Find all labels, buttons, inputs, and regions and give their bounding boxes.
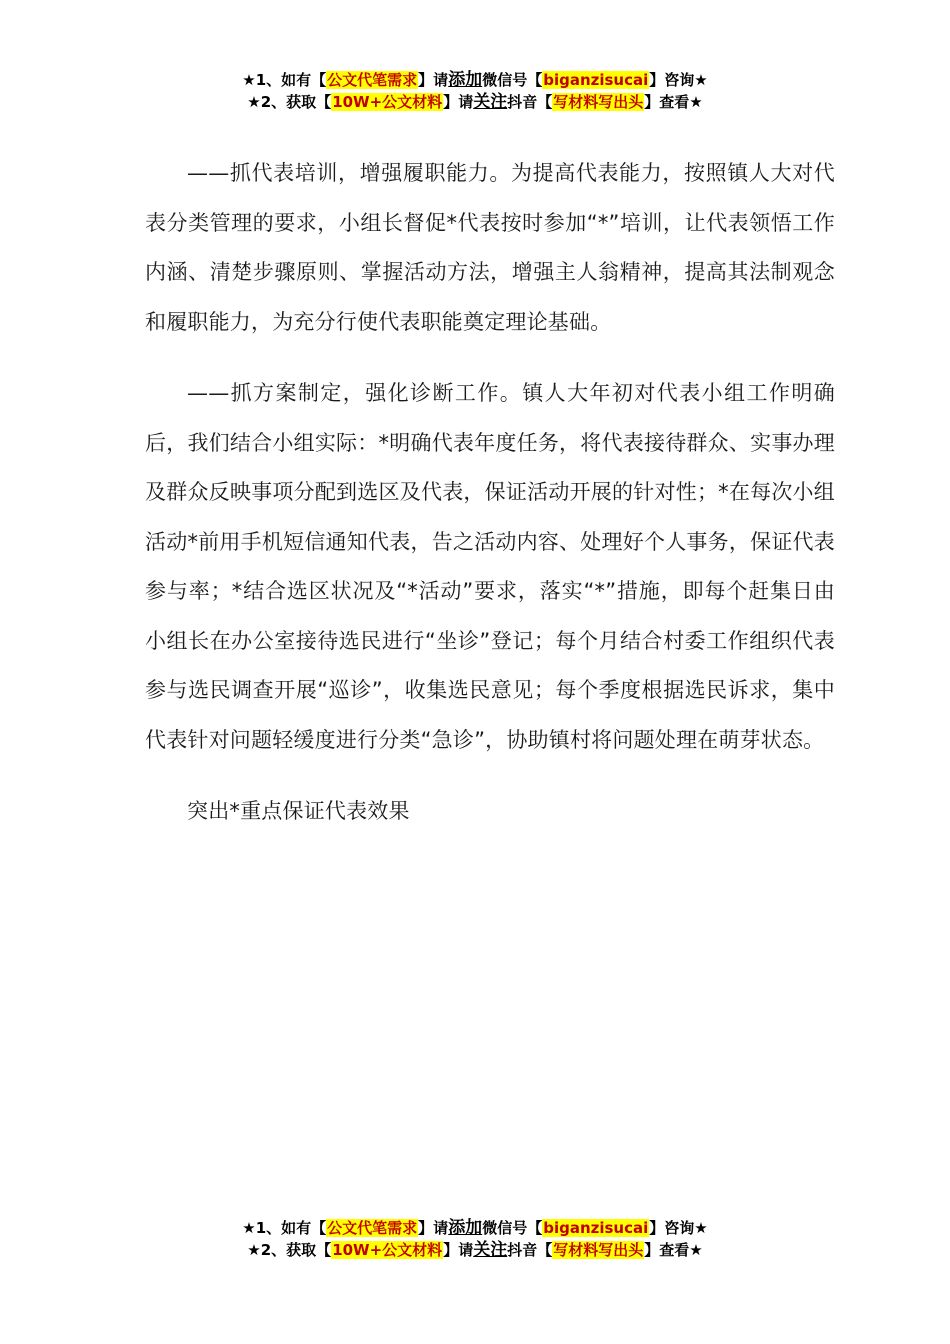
promo-header xyxy=(0,69,950,113)
promo-highlight: 写材料写出头 xyxy=(553,93,644,111)
promo-text: 】查看★ xyxy=(644,93,703,111)
promo-emphasis: 添加 xyxy=(448,70,483,90)
promo-highlight: 10W+公文材料 xyxy=(332,1241,443,1259)
promo-text: ★2、获取【 xyxy=(247,1241,332,1259)
promo-emphasis: 关注 xyxy=(473,1240,508,1260)
promo-highlight: 公文代笔需求 xyxy=(327,71,418,89)
promo-highlight: biganzisucai xyxy=(543,71,649,89)
promo-text: 】查看★ xyxy=(644,1241,703,1259)
promo-text: ★1、如有【 xyxy=(242,71,327,89)
paragraph-training: ——抓代表培训，增强履职能力。为提高代表能力，按照镇人大对代表分类管理的要求，小组长督促*代表按时参加“*”培训，让代表领悟工作内涵、清楚步骤原则、掌握活动方法，增强主人翁精神，提高其法制观念和履职能力，为充分行使代表职能奠定理论基础。 xyxy=(145,161,835,334)
promo-text: 】请 xyxy=(443,1241,474,1259)
promo-line-1 xyxy=(0,1217,950,1239)
promo-footer xyxy=(0,1217,950,1261)
promo-text: 】请 xyxy=(418,71,449,89)
paragraph-heading: 突出*重点保证代表效果 xyxy=(187,799,410,823)
promo-line-2 xyxy=(0,91,950,113)
promo-text: 】咨询★ xyxy=(649,71,708,89)
promo-highlight: 10W+公文材料 xyxy=(332,93,443,111)
promo-highlight: 公文代笔需求 xyxy=(327,1219,418,1237)
promo-text: 微信号【 xyxy=(482,71,543,89)
promo-text: ★1、如有【 xyxy=(242,1219,327,1237)
promo-text: 抖音【 xyxy=(507,1241,553,1259)
promo-text: 】请 xyxy=(443,93,474,111)
promo-text: 】咨询★ xyxy=(649,1219,708,1237)
promo-text: 】请 xyxy=(418,1219,449,1237)
promo-emphasis: 添加 xyxy=(448,1218,483,1238)
promo-emphasis: 关注 xyxy=(473,92,508,112)
paragraph-plan: ——抓方案制定，强化诊断工作。镇人大年初对代表小组工作明确后，我们结合小组实际：*明确代表年度任务，将代表接待群众、实事办理及群众反映事项分配到选区及代表，保证活动开展的针对性；*在每次小组活动*前用手机短信通知代表，告之活动内容、处理好个人事务，保证代表参与率；*结合选区状况及“*活动”要求，落实“*”措施，即每个赶集日由小组长在办公室接待选民进行“坐诊”登记；每个月结合村委工作组织代表参与选民调查开展“巡诊”，收集选民意见；每个季度根据选民诉求，集中代表针对问题轻缓度进行分类“急诊”，协助镇村将问题处理在萌芽状态。 xyxy=(145,381,835,752)
promo-text: 抖音【 xyxy=(507,93,553,111)
document-body xyxy=(145,149,835,837)
promo-line-1 xyxy=(0,69,950,91)
promo-text: 微信号【 xyxy=(482,1219,543,1237)
promo-text: ★2、获取【 xyxy=(247,93,332,111)
promo-highlight: 写材料写出头 xyxy=(553,1241,644,1259)
promo-highlight: biganzisucai xyxy=(543,1219,649,1237)
promo-line-2 xyxy=(0,1239,950,1261)
